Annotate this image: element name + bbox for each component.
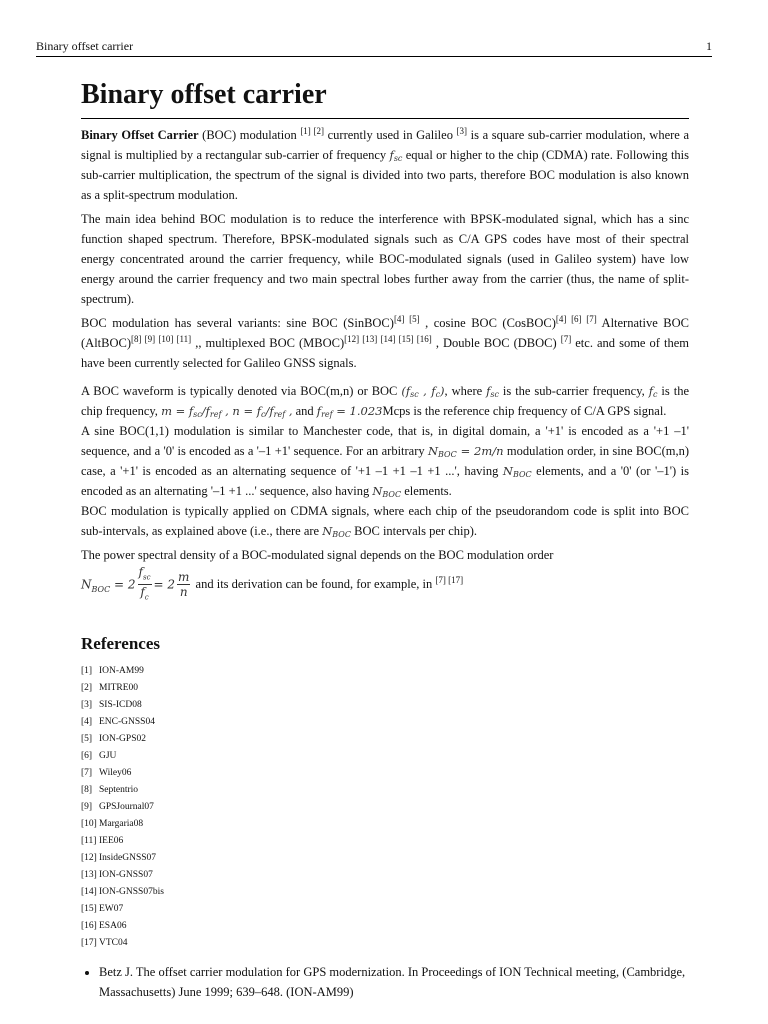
math-nboc-display-formula: $N_{BOC} = 2$ $\frac{f_{sc}}{f_c}$ = 2 $\frac{m}{n}$	[81, 565, 190, 602]
reference-item[interactable]: [11] IEE06	[81, 835, 124, 846]
reference-item[interactable]: [4] ENC-GNSS04	[81, 716, 155, 727]
article-body	[81, 78, 689, 1002]
references-list	[81, 663, 689, 952]
paragraph-cdma: BOC modulation is typically applied on CDMA signals, where each chip of the pseudorandom code is split into BOC sub-intervals, as explained above (i.e., there are $N_{BOC}$ BOC intervals per chip).	[81, 504, 689, 539]
term-bold: Binary Offset Carrier	[81, 128, 199, 142]
math-m-n-definition: $m = f_{sc}/f_{ref}$ , $n = f_c/f_{ref}$ ,	[161, 404, 293, 419]
reference-item[interactable]: [15] EW07	[81, 903, 124, 914]
citation-link[interactable]: [4] [6] [7]	[555, 314, 597, 324]
math-nboc-order: $N_{BOC} = 2m/n$	[427, 444, 504, 459]
math-nboc: $N_{BOC}$	[502, 464, 532, 479]
reference-item[interactable]: [3] SIS-ICD08	[81, 699, 142, 710]
reference-item[interactable]: [12] InsideGNSS07	[81, 852, 157, 863]
page-title: Binary offset carrier	[81, 78, 689, 119]
reference-item[interactable]: [7] Wiley06	[81, 767, 132, 778]
citation-link[interactable]: [1] [2]	[300, 126, 325, 136]
page-number: 1	[706, 39, 712, 53]
math-fc: $f_c$	[648, 384, 658, 399]
references-heading: References	[81, 633, 160, 653]
citation-link[interactable]: [12] [13] [14] [15] [16]	[344, 334, 432, 344]
reference-item[interactable]: [5] ION-GPS02	[81, 733, 146, 744]
reference-item[interactable]: [13] ION-GNSS07	[81, 869, 153, 880]
bibliography-list	[81, 962, 689, 1002]
math-fsc: $f_{sc}$	[389, 148, 403, 163]
reference-item[interactable]: [16] ESA06	[81, 920, 127, 931]
paragraph-main-idea: The main idea behind BOC modulation is to reduce the interference with BPSK-modulated signal, which has a sinc function shaped spectrum. Therefore, BPSK-modulated signals such as C/A GPS codes have most of their spectral energy concentrated around the carrier frequency, while BOC-modulated signals (used in Galileo system) have low energy around the carrier frequency and two main spectral lobes further away from the carrier (thus, the name of split-spectrum).	[81, 212, 689, 306]
citation-link[interactable]: [8] [9] [10] [11]	[131, 334, 192, 344]
paragraph-intro: Binary Offset Carrier (BOC) modulation [1] [2] currently used in Galileo [3] is a square sub-carrier modulation, where a signal is multiplied by a rectangular sub-carrier of frequency $f_{sc}$ equal or higher to the chip (CDMA) rate. Following this sub-carrier multiplication, the spectrum of the signal is divided into two parts, therefore BOC modulation is also known as a split-spectrum modulation.	[81, 126, 690, 202]
reference-item[interactable]: [6] GJU	[81, 750, 117, 761]
reference-item[interactable]: [8] Septentrio	[81, 784, 139, 795]
citation-link[interactable]: [7] [17]	[435, 574, 464, 585]
math-fsc: $f_{sc}$	[486, 384, 499, 399]
math-fref-value: $f_{ref} = 1.023$	[316, 404, 383, 419]
reference-item[interactable]: [10] Margaria08	[81, 818, 144, 829]
paragraph-psd: The power spectral density of a BOC-modulated signal depends on the BOC modulation order $N_{BOC} = 2$ $\frac{f_{sc}}{f_c}$ = 2 $\frac{m}{n}$ and its derivation can be found, for example, in [7] [17]	[81, 545, 689, 605]
citation-link[interactable]: [4] [5]	[393, 314, 420, 324]
running-title: Binary offset carrier	[36, 39, 134, 53]
math-nboc: $N_{BOC}$	[322, 524, 351, 539]
citation-link[interactable]: [7]	[560, 334, 572, 344]
reference-item[interactable]: [9] GPSJournal07	[81, 801, 154, 812]
paragraph-variants: BOC modulation has several variants: sine BOC (SinBOC)[4] [5] , cosine BOC (CosBOC)[4] [6] [7] Alternative BOC (AltBOC)[8] [9] [10] [11] ,, multiplexed BOC (MBOC)[12] [13] [14] [15] [16] , Double BOC (DBOC) [7] etc. and some of them have been currently selected for Galileo GNSS signals.	[81, 314, 689, 370]
math-fsc-fc-pair: ($f_{sc}$ , $f_c$)	[401, 384, 445, 399]
reference-item[interactable]: [17] VTC04	[81, 937, 128, 948]
paragraph-notation: A BOC waveform is typically denoted via BOC(m,n) or BOC ($f_{sc}$ , $f_c$), where $f_{sc}$ is the sub-carrier frequency, $f_c$ is the chip frequency, $m = f_{sc}/f_{ref}$ , $n = f_c/f_{ref}$ , and $f_{ref}$ = 1.023Mcps is the reference chip frequency of C/A GPS signal.	[81, 384, 689, 419]
reference-item[interactable]: [14] ION-GNSS07bis	[81, 886, 164, 897]
math-nboc: $N_{BOC}$	[372, 484, 402, 499]
citation-link[interactable]: [3]	[456, 126, 468, 136]
reference-item[interactable]: [2] MITRE00	[81, 682, 139, 693]
running-header	[36, 38, 712, 57]
bibliography-item: • Betz J. The offset carrier modulation for GPS modernization. In Proceedings of ION Technical meeting, (Cambridge, Massachusetts) June 1999; 639–648. (ION-AM99)	[99, 962, 689, 1002]
reference-item[interactable]: [1] ION-AM99	[81, 665, 144, 676]
paragraph-sine-boc: A sine BOC(1,1) modulation is similar to Manchester code, that is, in digital domain, a '+1' is encoded as a '+1 –1' sequence, and a '0' is encoded as a '–1 +1' sequence. For an arbitrary $N_{BOC} = 2m/n$ modulation order, in sine BOC(m,n) case, a '+1' is encoded as an alternating sequence of '+1 –1 +1 –1 +1 ...', having $N_{BOC}$ elements, and a '0' (or '–1') is encoded as an alternating '–1 +1 ...' sequence, also having $N_{BOC}$ elements.	[81, 424, 690, 499]
